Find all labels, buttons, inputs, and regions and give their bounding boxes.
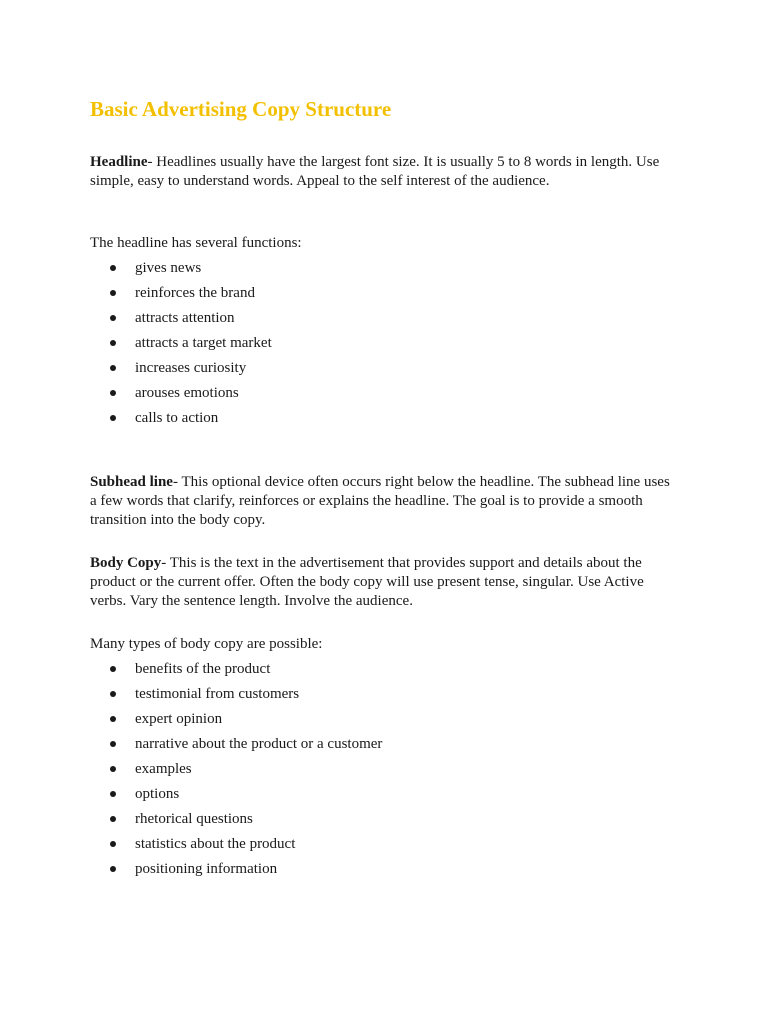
bullet-icon xyxy=(110,390,116,396)
body-copy-term: Body Copy xyxy=(90,555,162,571)
document-title: Basic Advertising Copy Structure xyxy=(90,97,392,121)
list-item-text: statistics about the product xyxy=(135,836,296,852)
list-item-text: arouses emotions xyxy=(135,385,239,401)
bullet-icon xyxy=(110,415,116,421)
list-item xyxy=(90,281,272,306)
list-item-text: benefits of the product xyxy=(135,661,271,677)
list-item xyxy=(90,682,382,707)
headline-term: Headline xyxy=(90,154,148,170)
subhead-paragraph xyxy=(90,473,670,530)
headline-description: - Headlines usually have the largest font size. It is usually 5 to 8 words in length. Use simple, easy to understand words. Appeal to the self interest of the audience. xyxy=(90,154,660,189)
list-item xyxy=(90,356,272,381)
subhead-description: - This optional device often occurs right below the headline. The subhead line uses a few words that clarify, reinforces or explains the headline. The goal is to provide a smooth transition into the body copy. xyxy=(90,474,670,528)
list-item xyxy=(90,732,382,757)
list-item xyxy=(90,306,272,331)
list-item-text: calls to action xyxy=(135,410,219,426)
list-item-text: testimonial from customers xyxy=(135,686,300,702)
list-item xyxy=(90,331,272,356)
subhead-term: Subhead line xyxy=(90,474,173,490)
bullet-icon xyxy=(110,290,116,296)
list-item xyxy=(90,381,272,406)
list-item xyxy=(90,256,272,281)
list-item xyxy=(90,406,272,431)
bullet-icon xyxy=(110,340,116,346)
bullet-icon xyxy=(110,691,116,697)
bullet-icon xyxy=(110,365,116,371)
list-item-text: reinforces the brand xyxy=(135,285,255,301)
list-item xyxy=(90,782,382,807)
bullet-icon xyxy=(110,265,116,271)
list-item xyxy=(90,857,382,882)
functions-intro: The headline has several functions: xyxy=(90,235,302,251)
list-item-text: expert opinion xyxy=(135,711,223,727)
list-item-text: increases curiosity xyxy=(135,360,247,376)
bullet-icon xyxy=(110,791,116,797)
list-item-text: options xyxy=(135,786,180,802)
bullet-icon xyxy=(110,716,116,722)
bullet-icon xyxy=(110,766,116,772)
list-item-text: narrative about the product or a customer xyxy=(135,736,383,752)
bullet-icon xyxy=(110,816,116,822)
bullet-icon xyxy=(110,315,116,321)
list-item xyxy=(90,657,382,682)
bullet-icon xyxy=(110,866,116,872)
list-item xyxy=(90,807,382,832)
list-item xyxy=(90,757,382,782)
body-copy-paragraph xyxy=(90,554,670,611)
list-item-text: rhetorical questions xyxy=(135,811,253,827)
headline-functions-list xyxy=(90,256,272,431)
list-item-text: gives news xyxy=(135,260,202,276)
body-copy-description: - This is the text in the advertisement that provides support and details about the product or the current offer. Often the body copy will use present tense, singular. Use Active verbs. Vary the sentence length. Involve the audience. xyxy=(90,555,644,609)
list-item xyxy=(90,832,382,857)
list-item-text: positioning information xyxy=(135,861,278,877)
list-item-text: attracts a target market xyxy=(135,335,272,351)
list-item xyxy=(90,707,382,732)
bullet-icon xyxy=(110,666,116,672)
headline-paragraph xyxy=(90,153,670,191)
list-item-text: attracts attention xyxy=(135,310,235,326)
body-copy-types-list xyxy=(90,657,382,882)
bullet-icon xyxy=(110,841,116,847)
bullet-icon xyxy=(110,741,116,747)
types-intro: Many types of body copy are possible: xyxy=(90,636,323,652)
list-item-text: examples xyxy=(135,761,192,777)
